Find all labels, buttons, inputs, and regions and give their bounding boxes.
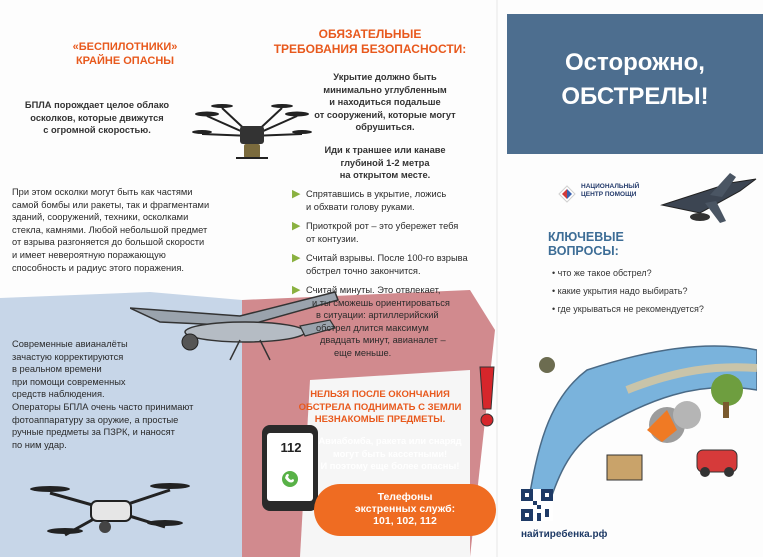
drones-intro: БПЛА порождает целое облако осколков, которые движутся с огромной скоростью. — [24, 100, 170, 136]
safety-bullet-3: ▶ Считай взрывы. После 100-го взрыва обстрел точно закончится. — [292, 252, 468, 276]
key-questions-heading: КЛЮЧЕВЫЕ ВОПРОСЫ: — [548, 230, 624, 258]
cover-title: Осторожно, ОБСТРЕЛЫ! — [561, 49, 709, 110]
question-2: • какие укрытия надо выбирать? — [552, 286, 688, 296]
warning-heading: НЕЛЬЗЯ ПОСЛЕ ОКОНЧАНИЯ ОБСТРЕЛА ПОДНИМАТЬ С ЗЕМЛИ НЕЗНАКОМЫЕ ПРЕДМЕТЫ. — [298, 389, 462, 425]
hexacopter-drone-illustration — [192, 96, 312, 176]
triangle-bullet-icon: ▶ — [292, 220, 301, 232]
drones-paragraph: При этом осколки могут быть как частями самой бомбы или ракеты, так и фрагментами зданий, сооружений, техники, осколками стекла, камнями. Любой небольшой предмет от взрыва разгоняется до большой скорости и имеет невероятную поражающую способность и радиус этого поражения. — [12, 187, 210, 273]
triangle-bullet-icon: ▶ — [292, 284, 301, 296]
question-1: • что же такое обстрел? — [552, 268, 652, 278]
safety-heading: ОБЯЗАТЕЛЬНЫЕ ТРЕБОВАНИЯ БЕЗОПАСНОСТИ: — [273, 27, 467, 56]
safety-bullet-1: ▶ Спрятавшись в укрытие, ложись и обхвати голову руками. — [292, 188, 447, 212]
drones-heading — [50, 40, 200, 68]
drones-heading-line2: КРАЙНЕ ОПАСНЫ — [75, 55, 175, 67]
website-link[interactable]: найтиребенка.рф — [521, 529, 608, 540]
trench-text: Иди к траншее или канаве глубиной 1-2 метра на открытом месте. — [324, 145, 446, 181]
exclamation-icon — [476, 365, 498, 429]
triangle-bullet-icon: ▶ — [292, 188, 301, 200]
safety-bullet-2: ▶ Приоткрой рот – это убережет тебя от контузии. — [292, 220, 459, 244]
drones-heading-line1: «БЕСПИЛОТНИКИ» — [72, 41, 178, 53]
fighter-jet-illustration — [660, 165, 760, 225]
battlefield-illustration — [527, 330, 757, 510]
triangle-bullet-icon: ▶ — [292, 252, 301, 264]
phone-number: 112 — [280, 440, 302, 455]
quadcopter-drone-illustration — [25, 465, 195, 550]
shelter-text: Укрытие должно быть минимально углубленным и находиться подальше от сооружений, которые могут обрушиться. — [314, 72, 456, 133]
phone-label: Телефоны экстренных служб: 101, 102, 112 — [354, 491, 456, 527]
question-3: • где укрываться не рекомендуется? — [552, 304, 704, 314]
safety-bullet-4: ▶ Считай минуты. Это отвлекает, и ты сможешь ориентироваться в ситуации: артиллерийский обстрел длится максимум двадцать минут, авианалет – еще меньше. — [292, 284, 450, 358]
warning-text: Авиабомба, ракета или снаряд могут быть кассетными! И поэтому еще более опасны! — [318, 436, 462, 471]
national-center-logo-text: НАЦИОНАЛЬНЫЙ ЦЕНТР ПОМОЩИ — [581, 183, 640, 198]
qr-code-icon — [521, 489, 553, 521]
national-center-logo-icon — [557, 184, 577, 204]
aviation-paragraph: Современные авианалёты зачастую корректируются в реальном времени при помощи современных средств наблюдения. Операторы БПЛА очень часто принимают фотоаппаратуру за оружие, а простые ручные предметы за ПЗРК, и наносят по ним удар. — [12, 339, 194, 450]
